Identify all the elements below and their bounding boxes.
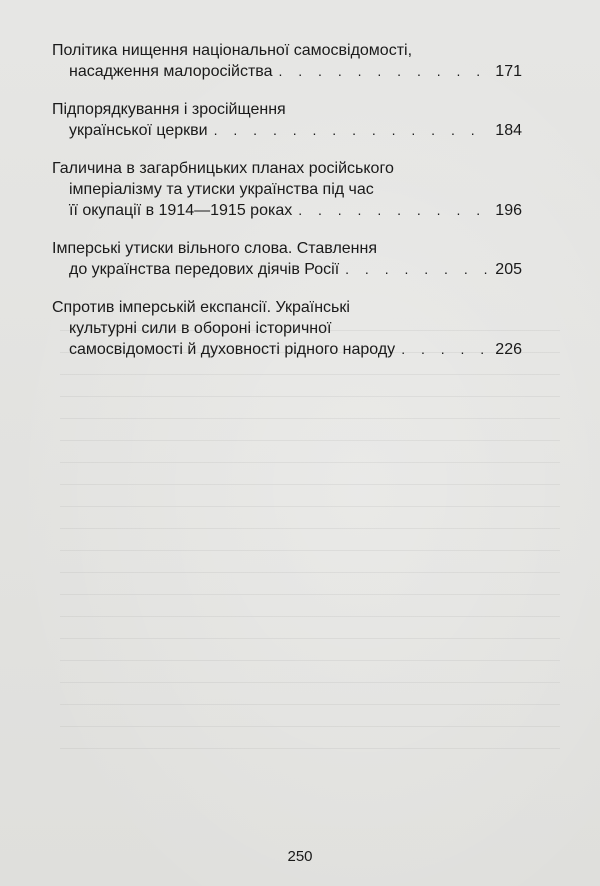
toc-entry-last-line	[52, 259, 522, 280]
toc-page-number: 171	[495, 63, 522, 80]
toc-entry-title-line: культурні сили в обороні історичної	[69, 320, 332, 337]
toc-entry-last-line	[52, 200, 522, 221]
dot-leader	[214, 120, 490, 141]
toc-entry-title-line: її окупації в 1914—1915 роках	[69, 202, 293, 219]
dot-leader	[279, 61, 490, 82]
toc-page-number: 226	[495, 341, 522, 358]
toc-entry-last-line	[52, 339, 522, 360]
toc-entry-title-line: Підпорядкування і зросійщення	[52, 101, 286, 118]
toc-page-number: 184	[495, 122, 522, 139]
toc-entry-last-line	[52, 120, 522, 141]
toc-entry	[52, 40, 522, 82]
page-number: 250	[287, 848, 313, 865]
table-of-contents	[52, 40, 522, 377]
toc-entry	[52, 99, 522, 141]
dot-leader	[298, 200, 489, 221]
toc-entry-title-line: імперіалізму та утиски українства під час	[69, 181, 374, 198]
toc-entry-title-line: Політика нищення національної самосвідомості,	[52, 42, 413, 59]
dot-leader	[401, 339, 489, 360]
toc-entry-title-line: самосвідомості й духовності рідного народу	[69, 341, 396, 358]
toc-entry-title-line: до українства передових діячів Росії	[69, 261, 340, 278]
toc-page-number: 205	[495, 261, 522, 278]
toc-entry-title-line: української церкви	[69, 122, 208, 139]
toc-entry	[52, 158, 522, 221]
toc-entry	[52, 297, 522, 360]
toc-entry-last-line	[52, 61, 522, 82]
toc-entry-title-line: Спротив імперській експансії. Українські	[52, 299, 350, 316]
toc-entry-title-line: Імперські утиски вільного слова. Ставлення	[52, 240, 378, 257]
toc-entry-title-line: насадження малоросійства	[69, 63, 273, 80]
toc-page-number: 196	[495, 202, 522, 219]
bleed-through-texture	[60, 330, 560, 770]
dot-leader	[345, 259, 489, 280]
toc-entry	[52, 238, 522, 280]
toc-entry-title-line: Галичина в загарбницьких планах російського	[52, 160, 394, 177]
